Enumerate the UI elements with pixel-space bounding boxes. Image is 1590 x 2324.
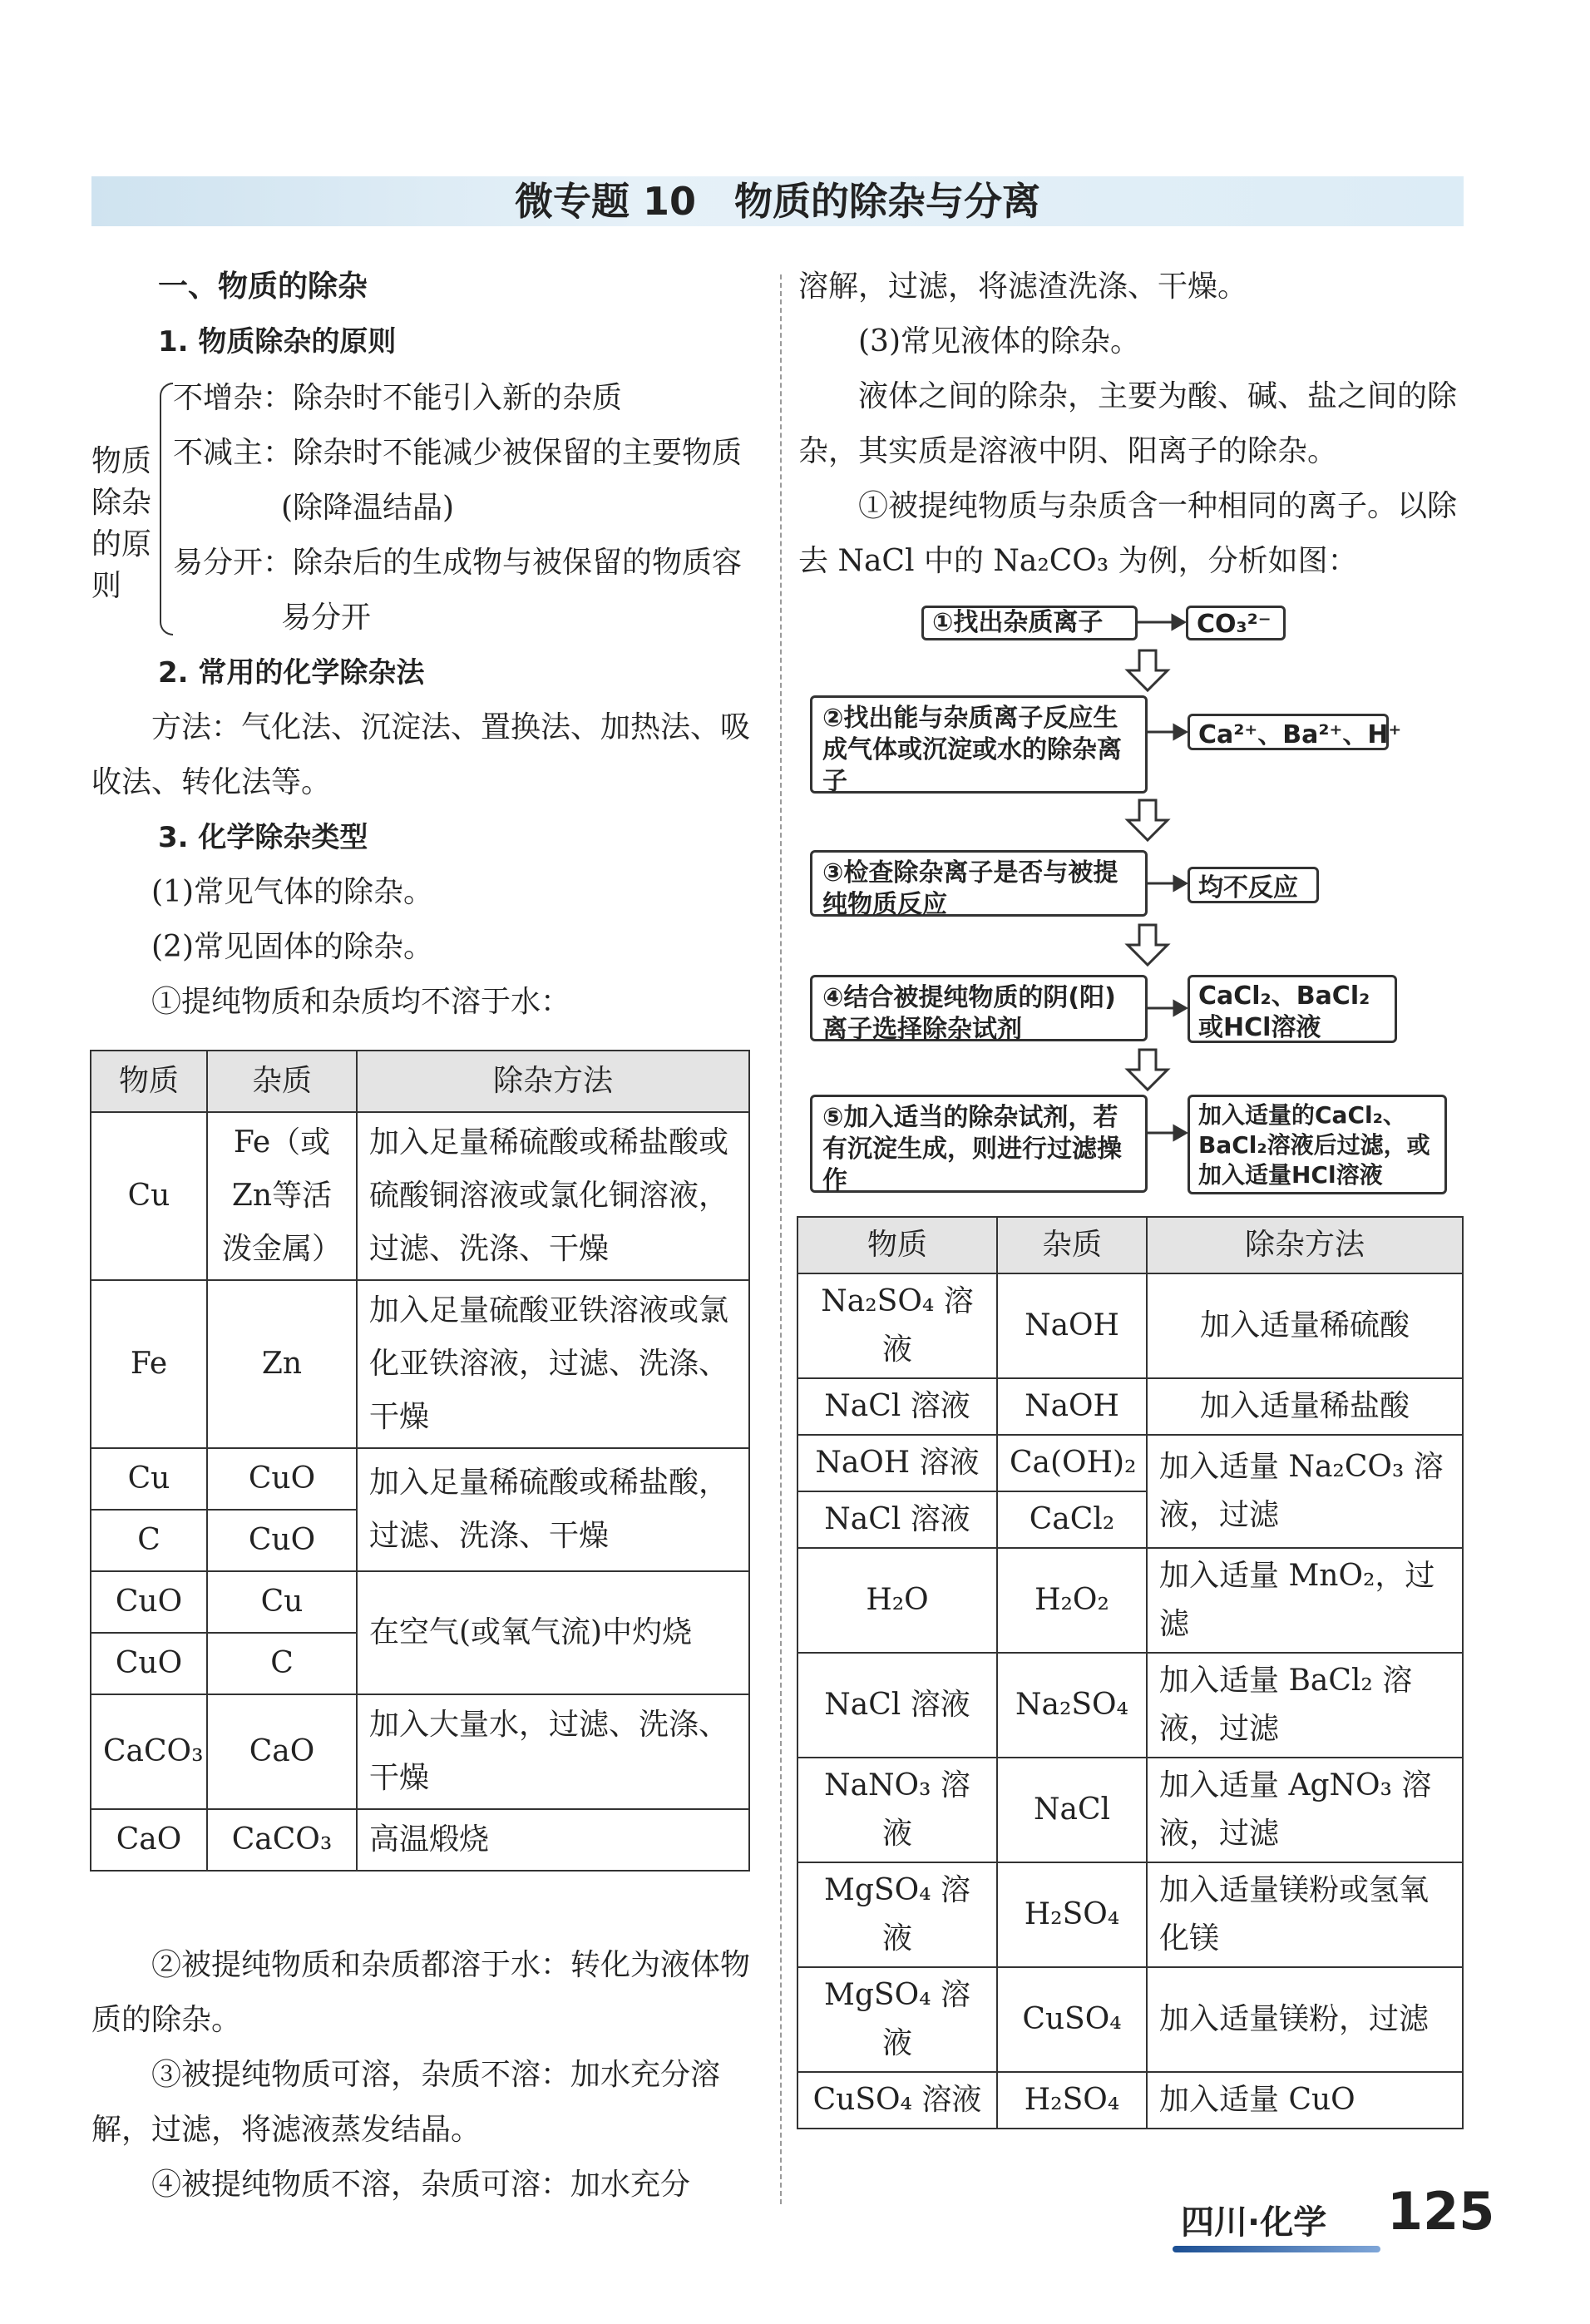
method-cell: 加入适量镁粉或氢氧化镁 (1147, 1862, 1463, 1967)
substance-cell: MgSO₄ 溶液 (797, 1967, 997, 2072)
flow-result: CaCl₂、BaCl₂或HCl溶液 (1188, 975, 1397, 1043)
method-cell: 高温煅烧 (357, 1809, 749, 1871)
method-cell: 加入足量稀硫酸或稀盐酸或硫酸铜溶液或氯化铜溶液，过滤、洗涤、干燥 (357, 1112, 749, 1280)
down-arrow-icon (1128, 925, 1168, 965)
header-cell: 除杂方法 (1147, 1217, 1463, 1273)
left-column-mid (91, 645, 757, 1030)
column-divider (780, 274, 782, 2204)
impurity-cell: Ca(OH)₂ (997, 1435, 1147, 1491)
header-cell: 除杂方法 (357, 1051, 749, 1112)
flow-step: ⑤加入适当的除杂试剂，若有沉淀生成，则进行过滤操作 (810, 1095, 1148, 1193)
substance-cell: Cu (91, 1448, 207, 1510)
table-row (797, 1378, 1463, 1435)
impurity-cell: Zn (207, 1280, 357, 1448)
flow-step: ①找出杂质离子 (921, 606, 1138, 640)
table-row (91, 1112, 749, 1280)
table-row (797, 1967, 1463, 2072)
impurity-cell: NaOH (997, 1273, 1147, 1378)
table-row (797, 1758, 1463, 1862)
principle-item: 不增杂：除杂时不能引入新的杂质 (173, 381, 623, 415)
method-cell: 加入适量稀盐酸 (1147, 1378, 1463, 1435)
substance-cell: CuSO₄ 溶液 (797, 2072, 997, 2129)
right-column-top (798, 260, 1464, 589)
para-liquid: 液体之间的除杂，主要为酸、碱、盐之间的除杂，其实质是溶液中阴、阳离子的除杂。 (798, 379, 1458, 468)
impurity-cell: CaCO₃ (207, 1809, 357, 1871)
table-header-row (797, 1217, 1463, 1273)
flow-step: ④结合被提纯物质的阴(阳)离子选择除杂试剂 (810, 975, 1148, 1041)
principle-label-line: 物质 (91, 444, 152, 478)
impurity-cell: CaO (207, 1694, 357, 1809)
method-cell: 加入适量 BaCl₂ 溶液，过滤 (1147, 1653, 1463, 1758)
table-row (91, 1694, 749, 1809)
impurity-cell: CuO (207, 1448, 357, 1510)
para-same-ion: ①被提纯物质与杂质含一种相同的离子。以除去 NaCl 中的 Na₂CO₃ 为例，分析如图： (798, 489, 1458, 578)
impurity-cell: H₂SO₄ (997, 2072, 1147, 2129)
impurity-cell: CuO (207, 1510, 357, 1571)
down-arrow-icon (1128, 650, 1168, 690)
header-cell: 物质 (91, 1051, 207, 1112)
substance-cell: NaCl 溶液 (797, 1491, 997, 1548)
right-arrow-icon (1174, 725, 1186, 739)
substance-cell: C (91, 1510, 207, 1571)
table-row (797, 1548, 1463, 1653)
footer-label: 四川·化学 (1181, 2203, 1327, 2242)
substance-cell: CuO (91, 1633, 207, 1694)
right-arrow-icon (1174, 1001, 1186, 1015)
type-liquid: (3)常见液体的除杂。 (858, 324, 1140, 358)
method-cell: 加入适量 MnO₂，过滤 (1147, 1548, 1463, 1653)
flow-result: CO₃²⁻ (1186, 606, 1286, 640)
flow-step: ②找出能与杂质离子反应生成气体或沉淀或水的除杂离子 (810, 695, 1148, 794)
down-arrow-icon (1128, 800, 1168, 840)
substance-cell: NaNO₃ 溶液 (797, 1758, 997, 1862)
impurity-cell: NaOH (997, 1378, 1147, 1435)
principle-item: 不减主：除杂时不能减少被保留的主要物质 (173, 436, 743, 470)
liquid-impurity-table (797, 1216, 1464, 2129)
impurity-cell: Cu (207, 1571, 357, 1633)
method-cell: 加入适量 AgNO₃ 溶液，过滤 (1147, 1758, 1463, 1862)
method-cell: 加入适量 CuO (1147, 2072, 1463, 2129)
table-row (797, 1653, 1463, 1758)
table-row (797, 1435, 1463, 1491)
principle-list (173, 371, 772, 645)
methods-text: 方法：气化法、沉淀法、置换法、加热法、吸收法、转化法等。 (91, 710, 751, 799)
impurity-cell: NaCl (997, 1758, 1147, 1862)
table-row (797, 1862, 1463, 1967)
header-cell: 杂质 (207, 1051, 357, 1112)
principle-item-cont: 易分开 (281, 601, 372, 635)
solid-impurity-table (90, 1050, 750, 1872)
substance-cell: CaCO₃ (91, 1694, 207, 1809)
left-column-bottom (91, 1938, 757, 2213)
case-4: ④被提纯物质不溶，杂质可溶：加水充分 (151, 2168, 691, 2202)
impurity-cell: C (207, 1633, 357, 1694)
table-row (797, 1273, 1463, 1378)
principle-label-line: 的原 (91, 527, 152, 561)
page-number: 125 (1387, 2181, 1495, 2242)
left-column-top (91, 260, 757, 369)
table-row (91, 1809, 749, 1871)
impurity-cell: H₂O₂ (997, 1548, 1147, 1653)
subheading-principle: 1. 物质除杂的原则 (158, 325, 397, 358)
right-arrow-icon (1174, 877, 1186, 890)
impurity-cell: CuSO₄ (997, 1967, 1147, 2072)
method-cell: 在空气(或氧气流)中灼烧 (357, 1571, 749, 1694)
table-row (797, 2072, 1463, 2129)
method-cell: 加入适量镁粉，过滤 (1147, 1967, 1463, 2072)
table-row (91, 1280, 749, 1448)
header-cell: 杂质 (997, 1217, 1147, 1273)
table-row (91, 1448, 749, 1510)
method-cell: 加入足量稀硫酸或稀盐酸，过滤、洗涤、干燥 (357, 1448, 749, 1571)
subheading-types: 3. 化学除杂类型 (158, 821, 368, 854)
principle-label-line: 则 (91, 569, 122, 603)
header-cell: 物质 (797, 1217, 997, 1273)
flow-result: 均不反应 (1188, 867, 1319, 903)
substance-cell: NaOH 溶液 (797, 1435, 997, 1491)
substance-cell: NaCl 溶液 (797, 1378, 997, 1435)
right-arrow-icon (1174, 1126, 1186, 1140)
method-cell: 加入大量水，过滤、洗涤、干燥 (357, 1694, 749, 1809)
principle-label (91, 441, 166, 607)
impurity-cell: Na₂SO₄ (997, 1653, 1147, 1758)
method-cell: 加入适量 Na₂CO₃ 溶液，过滤 (1147, 1435, 1463, 1548)
substance-cell: CaO (91, 1809, 207, 1871)
substance-cell: Cu (91, 1112, 207, 1280)
principle-item-cont: (除降温结晶) (281, 491, 455, 525)
substance-cell: NaCl 溶液 (797, 1653, 997, 1758)
principle-label-line: 除杂 (91, 486, 152, 520)
subheading-methods: 2. 常用的化学除杂法 (158, 656, 425, 690)
flow-step: ③检查除杂离子是否与被提纯物质反应 (810, 850, 1148, 917)
impurity-cell: CaCl₂ (997, 1491, 1147, 1548)
impurity-cell: Fe（或Zn等活泼金属） (207, 1112, 357, 1280)
table-row (91, 1571, 749, 1633)
section-heading: 一、物质的除杂 (158, 269, 368, 304)
impurity-cell: H₂SO₄ (997, 1862, 1147, 1967)
substance-cell: H₂O (797, 1548, 997, 1653)
substance-cell: CuO (91, 1571, 207, 1633)
case-4-cont: 溶解，过滤，将滤渣洗涤、干燥。 (798, 269, 1248, 304)
footer-accent-bar (1173, 2246, 1380, 2252)
method-cell: 加入足量硫酸亚铁溶液或氯化亚铁溶液，过滤、洗涤、干燥 (357, 1280, 749, 1448)
case-2: ②被提纯物质和杂质都溶于水：转化为液体物质的除杂。 (91, 1948, 751, 2037)
type-solid: (2)常见固体的除杂。 (151, 930, 433, 964)
flow-result: Ca²⁺、Ba²⁺、H⁺ (1188, 714, 1389, 750)
solid-case-1: ①提纯物质和杂质均不溶于水： (151, 985, 571, 1019)
substance-cell: MgSO₄ 溶液 (797, 1862, 997, 1967)
substance-cell: Fe (91, 1280, 207, 1448)
title-banner (91, 176, 1464, 226)
page-title: 微专题 10 物质的除杂与分离 (514, 179, 1041, 224)
principle-item: 易分开：除杂后的生成物与被保留的物质容 (173, 546, 743, 580)
flow-result: 加入适量的CaCl₂、BaCl₂溶液后过滤，或加入适量HCl溶液 (1188, 1095, 1447, 1194)
substance-cell: Na₂SO₄ 溶液 (797, 1273, 997, 1378)
method-cell: 加入适量稀硫酸 (1147, 1273, 1463, 1378)
type-gas: (1)常见气体的除杂。 (151, 875, 433, 909)
case-3: ③被提纯物质可溶，杂质不溶：加水充分溶解，过滤，将滤液蒸发结晶。 (91, 2058, 721, 2147)
principle-brace (160, 383, 173, 635)
down-arrow-icon (1128, 1050, 1168, 1090)
table-header-row (91, 1051, 749, 1112)
right-arrow-icon (1173, 616, 1184, 629)
